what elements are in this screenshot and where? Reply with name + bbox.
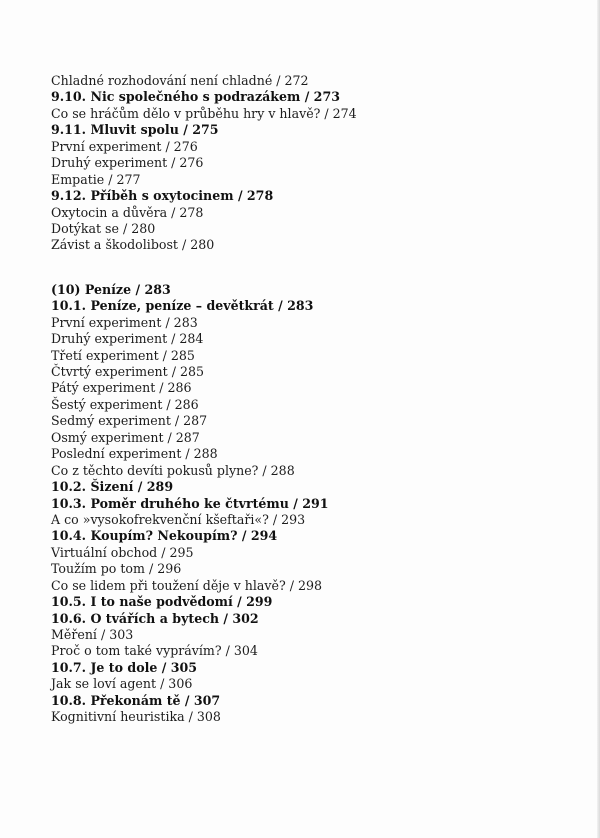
toc-entry: (10) Peníze / 283 <box>51 281 171 297</box>
toc-entry: 9.12. Příběh s oxytocinem / 278 <box>51 188 274 204</box>
toc-entry: Dotýkat se / 280 <box>51 220 156 236</box>
toc-entry: 10.3. Poměr druhého ke čtvrtému / 291 <box>51 495 329 511</box>
toc-entry: 9.11. Mluvit spolu / 275 <box>51 122 219 138</box>
toc-entry: 10.2. Šizení / 289 <box>51 479 174 495</box>
toc-entry: První experiment / 283 <box>51 314 198 330</box>
toc-entry: Šestý experiment / 286 <box>51 396 199 412</box>
toc-entry: Čtvrtý experiment / 285 <box>51 364 204 379</box>
toc-entry: Třetí experiment / 285 <box>51 347 195 363</box>
toc-entry: 9.10. Nic společného s podrazákem / 273 <box>51 89 340 105</box>
toc-entry: 10.8. Překonám tě / 307 <box>51 692 221 708</box>
chapter-gap <box>51 254 571 282</box>
toc-entry: Virtuální obchod / 295 <box>51 544 194 560</box>
toc-entry: Poslední experiment / 288 <box>51 446 218 462</box>
toc-entry: Závist a škodolibost / 280 <box>51 237 215 253</box>
toc-entry: 10.1. Peníze, peníze – devětkrát / 283 <box>51 298 314 314</box>
toc-entry: Toužím po tom / 296 <box>51 561 182 577</box>
toc-entry: 10.4. Koupím? Nekoupím? / 294 <box>51 528 278 544</box>
toc-entry: Oxytocin a důvěra / 278 <box>51 204 204 220</box>
toc-entry: Druhý experiment / 284 <box>51 331 204 347</box>
toc-entry: Co se lidem při toužení děje v hlavě? / 298 <box>51 577 322 593</box>
toc-entry: 10.5. I to naše podvědomí / 299 <box>51 594 273 610</box>
toc-entry: Empatie / 277 <box>51 171 141 187</box>
toc-entry: Měření / 303 <box>51 627 134 642</box>
toc-entry: Proč o tom také vyprávím? / 304 <box>51 643 258 659</box>
toc-entry: A co »vysokofrekvenční kšeftaři«? / 293 <box>51 511 306 527</box>
toc-entry: První experiment / 276 <box>51 138 198 154</box>
toc-entry: 10.6. O tvářích a bytech / 302 <box>51 610 259 626</box>
toc-entry: Osmý experiment / 287 <box>51 429 200 445</box>
toc-entry: Pátý experiment / 286 <box>51 380 192 396</box>
toc-entry: Co z těchto devíti pokusů plyne? / 288 <box>51 462 295 478</box>
toc-entry: Druhý experiment / 276 <box>51 155 204 171</box>
toc-entry: Sedmý experiment / 287 <box>51 413 208 429</box>
toc-entry: Jak se loví agent / 306 <box>51 676 193 692</box>
toc-entry: Co se hráčům dělo v průběhu hry v hlavě? / 274 <box>51 105 357 121</box>
toc-entry: Chladné rozhodování není chladné / 272 <box>51 73 309 88</box>
toc-entry: 10.7. Je to dole / 305 <box>51 659 198 675</box>
table-of-contents <box>51 73 571 726</box>
toc-entry: Kognitivní heuristika / 308 <box>51 709 221 725</box>
